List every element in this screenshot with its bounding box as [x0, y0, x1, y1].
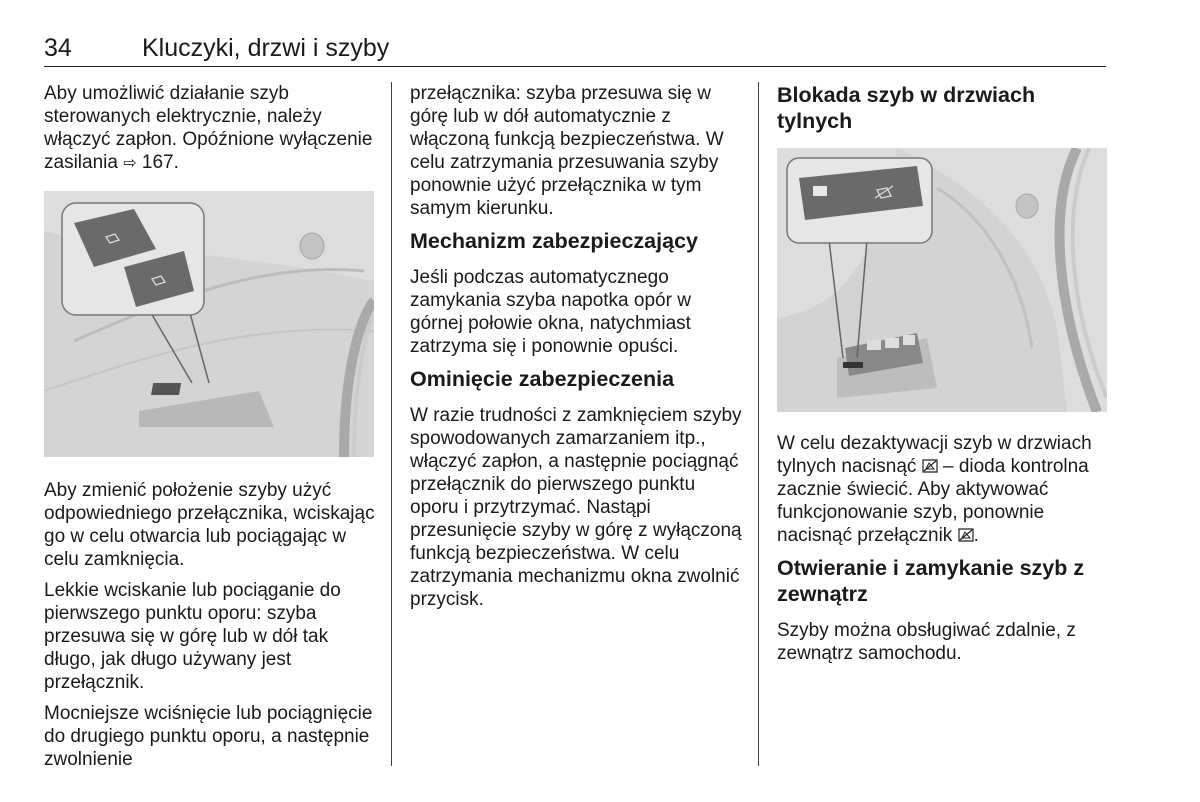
- column-1: [44, 82, 376, 779]
- section-heading: Otwieranie i zamykanie szyb z zewnątrz: [777, 556, 1085, 606]
- column-2: [410, 82, 742, 619]
- section-heading: Ominięcie zabezpieczenia: [410, 367, 675, 391]
- section-heading: Blokada szyb w drzwiach tylnych: [777, 83, 1036, 133]
- paragraph: W celu dezaktywacji szyb w drzwiach tylnych nacisnąć – dioda kontrolna zacznie świecić. Aby aktywować funkcjonowanie szyb, ponownie nacisnąć przełącznik .: [777, 433, 1092, 546]
- rear-window-lock-illustration: [777, 148, 1107, 412]
- paragraph: Mocniejsze wciśnięcie lub pociągnięcie do drugiego punktu oporu, a następnie zwolnienie: [44, 703, 373, 770]
- paragraph: Szyby można obsługiwać zdalnie, z zewnątrz samochodu.: [777, 620, 1076, 664]
- paragraph: Lekkie wciskanie lub pociąganie do pierwszego punktu oporu: szyba przesuwa się w górę lub w dół tak długo, jak długo używany jest przełącznik.: [44, 580, 341, 693]
- page-reference-icon: ⇨: [123, 155, 137, 172]
- column-3: [777, 82, 1107, 673]
- page-reference: 167.: [141, 152, 179, 173]
- window-lock-icon: [922, 459, 938, 473]
- page-header: [44, 30, 1106, 67]
- paragraph: Aby umożliwić działanie szyb sterowanych elektrycznie, należy włączyć zapłon. Opóźnione wyłączenie zasilania ⇨ 167.: [44, 83, 373, 173]
- paragraph: W razie trudności z zamknięciem szyby spowodowanych zamarzaniem itp., włączyć zapłon, a następnie pociągnąć przełącznik do pierwszego punktu oporu i przytrzymać. Nastąpi przesunięcie szyby w górę z wyłączoną funkcją bezpieczeństwa. W celu zatrzymania mechanizmu okna zwolnić przycisk.: [410, 405, 742, 610]
- paragraph: Jeśli podczas automatycznego zamykania szyba napotka opór w górnej połowie okna, natychmiast zatrzyma się i ponownie opuści.: [410, 267, 691, 357]
- page-number: 34: [44, 34, 72, 62]
- window-switch-illustration: [44, 191, 374, 457]
- column-divider: [391, 82, 392, 766]
- chapter-title: Kluczyki, drzwi i szyby: [142, 34, 390, 62]
- paragraph: przełącznika: szyba przesuwa się w górę lub w dół automatycznie z włączoną funkcją bezpieczeństwa. W celu zatrzymania przesuwania szyby ponownie użyć przełącznika w tym samym kierunku.: [410, 83, 724, 219]
- column-divider: [758, 82, 759, 766]
- window-lock-icon: [958, 528, 974, 542]
- section-heading: Mechanizm zabezpieczający: [410, 229, 698, 253]
- paragraph: Aby zmienić położenie szyby użyć odpowiedniego przełącznika, wciskając go w celu otwarcia lub pociągając w celu zamknięcia.: [44, 480, 375, 570]
